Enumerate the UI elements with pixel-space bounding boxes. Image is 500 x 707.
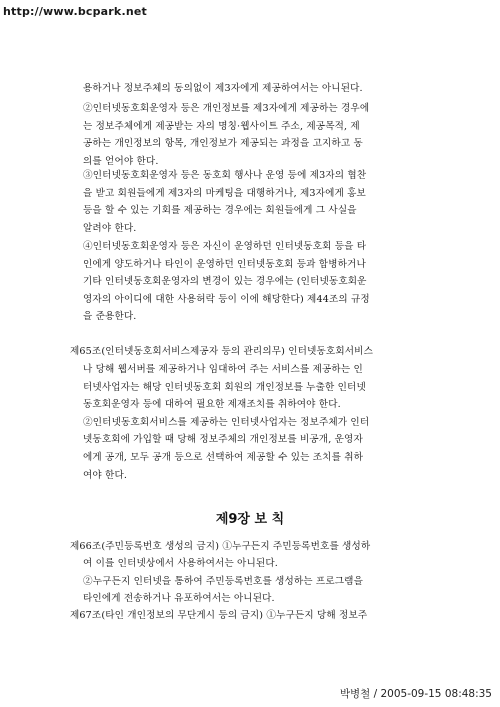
text-line: 에게 공개, 모두 공개 등으로 선택하여 제공할 수 있는 조치를 취하 [83, 452, 364, 463]
text-line: 동호회운영자 등에 대하여 필요한 제재조치를 취하여야 한다. [83, 399, 341, 411]
text-line: 을 준용한다. [83, 311, 137, 323]
text-line: 기타 인터넷동호회운영자의 변경이 있는 경우에는 (인터넷동호회운 [83, 276, 367, 288]
text-line: 제67조(타인 개인정보의 무단게시 등의 금지) ①누구든지 당해 정보주 [70, 610, 368, 621]
text-line: 제66조(주민등록번호 생성의 금지) ①누구든지 주민등록번호를 생성하 [70, 541, 371, 552]
text-line: ③인터넷동호회운영자 등은 동호회 행사나 운영 등에 제3자의 협찬 [83, 170, 367, 181]
text-line: 등을 할 수 있는 기회를 제공하는 경우에는 회원들에게 그 사실을 [83, 205, 357, 217]
text-line: ②인터넷동호회운영자 등은 개인정보를 제3자에게 제공하는 경우에 [83, 103, 370, 114]
text-line: 제65조(인터넷동호회서비스제공자 등의 관리의무) 인터넷동호회서비스 [70, 346, 374, 357]
text-line: 공하는 개인정보의 항목, 개인정보가 제공되는 과정을 고지하고 동 [83, 138, 363, 150]
text-line: 알려야 한다. [83, 222, 137, 234]
text-line: 나 당해 웹서버를 제공하거나 임대하여 주는 서비스를 제공하는 인 [83, 364, 363, 375]
chapter-heading: 제9장 보 칙 [215, 512, 285, 527]
text-line: 용하거나 정보주체의 동의없이 제3자에게 제공하여서는 아니된다. [83, 83, 363, 94]
text-line: 을 받고 회원들에게 제3자의 마케팅을 대행하거나, 제3자에게 홍보 [83, 187, 366, 199]
site-watermark: http://www.bcpark.net [3, 5, 147, 18]
text-line: 넷동호회에 가입할 때 당해 정보주체의 개인정보를 비공개, 운영자 [83, 434, 363, 446]
text-line: 는 정보주체에게 제공받는 자의 명칭·웹사이트 주소, 제공목적, 제 [83, 120, 360, 132]
text-line: ②누구든지 인터넷을 통하여 주민등록번호를 생성하는 프로그램을 [83, 575, 364, 587]
text-line: 여야 한다. [83, 469, 128, 481]
signature-footer: 박병철 / 2005-09-15 08:48:35 [339, 688, 492, 700]
text-line: 타인에게 전송하거나 유포하여서는 아니된다. [83, 593, 275, 605]
text-line: 여 이를 인터넷상에서 사용하여서는 아니된다. [83, 558, 278, 569]
text-line: 인에게 양도하거나 타인이 운영하던 인터넷동호회 등과 합병하거나 [83, 258, 366, 270]
text-line: 영자의 아이디에 대한 사용허락 등이 이에 해당한다) 제44조의 규정 [83, 293, 370, 305]
text-line: 의를 얻어야 한다. [83, 155, 159, 167]
text-line: 터넷사업자는 해당 인터넷동호회 회원의 개인정보를 누출한 인터넷 [83, 381, 366, 393]
text-line: ②인터넷동호회서비스를 제공하는 인터넷사업자는 정보주체가 인터 [83, 416, 370, 428]
text-line: ④인터넷동호회운영자 등은 자신이 운영하던 인터넷동호회 등을 타 [83, 241, 367, 252]
